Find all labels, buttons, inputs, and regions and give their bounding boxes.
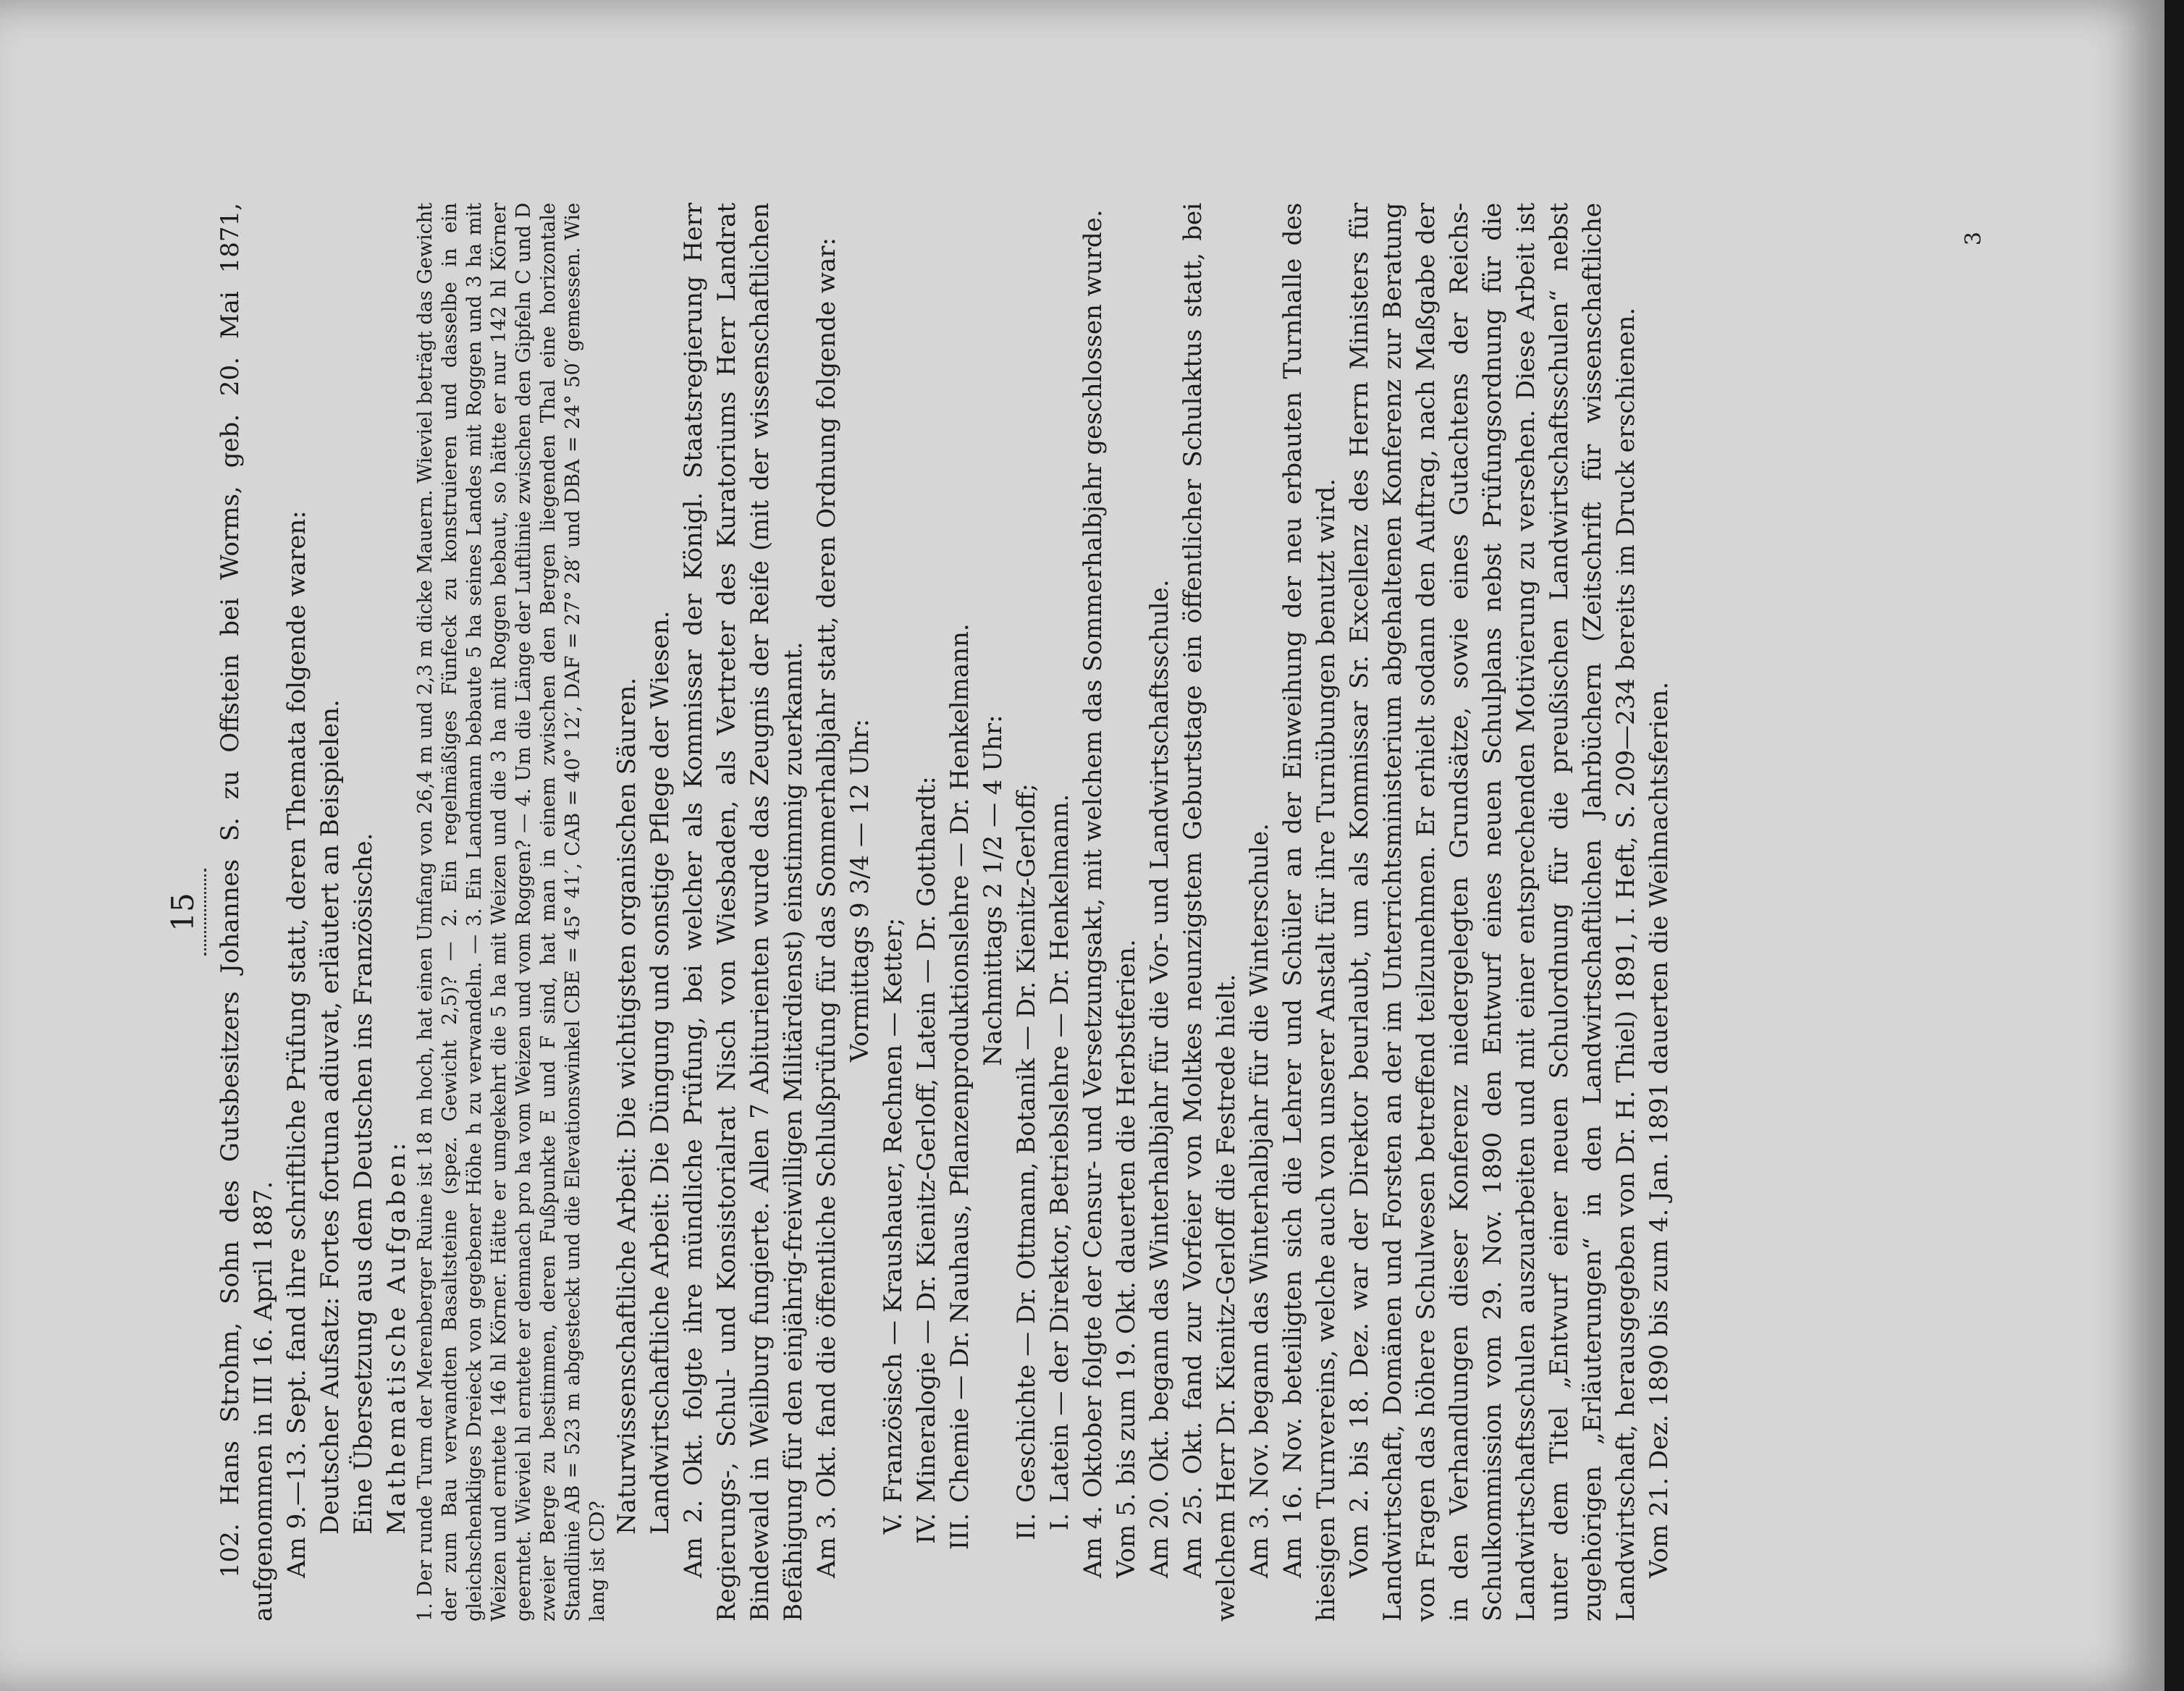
schedule-subjects: Mineralogie — Dr. Kienitz-Gerloff, Latein — Dr. Gotthardt: xyxy=(912,776,941,1503)
paragraph-winter-school: Am 3. Nov. begann das Winterhalbjahr für die Winterschule. xyxy=(1245,823,1274,1578)
schedule-subjects: Chemie — Dr. Nauhaus, Pflanzenproduktionslehre — Dr. Henkelmann. xyxy=(945,623,974,1503)
schedule-row xyxy=(910,203,943,1578)
schedule-row xyxy=(1010,203,1043,1578)
schedule-row xyxy=(877,203,910,1578)
schedule-row xyxy=(943,203,977,1578)
schedule-class: I. xyxy=(1045,1513,1074,1531)
schedule-class: II. xyxy=(1012,1513,1041,1540)
paragraph-science-work: Naturwissenschaftliche Arbeit: Die wichtigsten organischen Säuren. xyxy=(612,677,641,1535)
schedule-subjects: Geschichte — Dr. Ottmann, Botanik — Dr. Kienitz-Gerloff; xyxy=(1012,783,1041,1503)
schedule-subjects: Französisch — Kraushauer, Rechnen — Ketter; xyxy=(879,917,908,1503)
schedule-subjects: Latein — der Direktor, Betriebslehre — Dr. Henkelmann. xyxy=(1045,793,1074,1503)
schedule-morning-heading: Vormittags 9 3/4 — 12 Uhr: xyxy=(846,719,874,1062)
paragraph-christmas-holidays: Vom 21. Dez. 1890 bis zum 4. Jan. 1891 dauerten die Weihnachtsferien. xyxy=(1645,681,1674,1578)
paragraph-german-essay: Deutscher Aufsatz: Fortes fortuna adiuvat, erläutert an Beispielen. xyxy=(316,699,345,1535)
paragraph-math-tasks: 1. Der runde Turm der Merenberger Ruine ist 18 m hoch, hat einen Umfang von 26,4 m und 2,3 m dicke Mauern. Wieviel beträgt das Gewicht der zum Bau verwandten Basaltsteine (spez. Gewicht 2,5)? — 2. Ein regelmäßiges Fünfeck zu konstruieren und dasselbe in ein gleichschenkliges Dreieck von gegebener Höhe h zu verwandeln. — 3. Ein Landmann bebaute 5 ha seines Landes mit Roggen und 3 ha mit Weizen und erntete 146 hl Körner. Hätte er umgekehrt die 5 ha mit Weizen und die 3 ha mit Roggen bebaut, so hätte er nur 142 hl Körner geerntet. Wieviel hl erntete er demnach pro ha vom Weizen und vom Roggen? — 4. Um die Länge der Luftlinie zwischen den Gipfeln C und D zweier Berge zu bestimmen, deren Fußpunkte E und F sind, hat man in einem zwischen den Bergen liegenden Thal eine horizontale Standlinie AB = 523 m abgesteckt und die Elevationswinkel CBE = 45° 41′, CAB = 40° 12′, DAF = 27° 28′ und DBA = 24° 50′ gemessen. Wie lang ist CD? xyxy=(414,203,609,1622)
paragraph-moltke-celebration: Am 25. Okt. fand zur Vorfeier von Moltkes neunzigstem Geburtstage ein öffentlicher Schulaktus statt, bei welchem Herr Dr. Kienitz-Gerloff die Festrede hielt. xyxy=(1179,203,1241,1622)
paragraph-student-entry: 102. Hans Strohm, Sohn des Gutsbesitzers Johannes S. zu Offstein bei Worms, geb. 20. Mai 1871, aufgenommen in III 16. April 1887. xyxy=(216,203,278,1622)
signature-mark: 3 xyxy=(1961,232,1986,246)
page-content xyxy=(166,203,2020,1622)
paragraph-oral-exam: Am 2. Okt. folgte ihre mündliche Prüfung, bei welcher als Kommissar der Königl. Staatsregierung Herr Regierungs-, Schul- und Konsistorialrat Nisch von Wiesbaden, als Vertreter des Kuratoriums Herr Landrat Bindewald in Weilburg fungierte. Allen 7 Abiturienten wurde das Zeugnis der Reife (mit der wissenschaftlichen Befähigung für den einjährig-freiwilligen Militärdienst) einstimmig zuerkannt. xyxy=(679,203,808,1622)
exam-schedule xyxy=(843,203,1076,1578)
page-number: 15 xyxy=(165,893,201,932)
paragraph-gym-inauguration: Am 16. Nov. beteiligten sich die Lehrer und Schüler an der Einweihung der neu erbauten Turnhalle des hiesigen Turnvereins, welche auch von unserer Anstalt für ihre Turnübungen benutzt wird. xyxy=(1278,203,1341,1622)
page-header xyxy=(166,203,206,1622)
header-rule xyxy=(204,869,206,956)
schedule-class: IV. xyxy=(912,1513,941,1544)
paragraph-agriculture-work: Landwirtschaftliche Arbeit: Die Düngung und sonstige Pflege der Wiesen. xyxy=(646,610,675,1535)
paragraph-winter-term: Am 20. Okt. begann das Winterhalbjahr für die Vor- und Landwirtschaftsschule. xyxy=(1145,579,1174,1578)
paragraph-censure: Am 4. Oktober folgte der Censur- und Versetzungsakt, mit welchem das Sommerhalbjahr geschlossen wurde. xyxy=(1079,209,1108,1578)
schedule-class: V. xyxy=(879,1513,908,1535)
paragraph-director-leave: Vom 2. bis 18. Dez. war der Direktor beurlaubt, um als Kommissar Sr. Excellenz des Herrn Ministers für Landwirtschaft, Domänen und Forsten an der im Unterrichtsministerium abgehaltenen Konferenz zur Beratung von Fragen das höhere Schulwesen betreffend teilzunehmen. Er erhielt sodann den Auftrag, nach Maßgabe der in den Verhandlungen dieser Konferenz niedergelegten Grundsätze, sowie eines Gutachtens der Reichs-Schulkommission vom 29. Nov. 1890 den Entwurf eines neuen Schulplans nebst Prüfungsordnung für die Landwirtschaftsschulen auszuarbeiten und mit einer entsprechenden Motivierung zu versehen. Diese Arbeit ist unter dem Titel „Entwurf einer neuen Schulordnung für die preußischen Landwirtschaftsschulen“ nebst zugehörigen „Erläuterungen“ in den Landwirtschaftlichen Jahrbüchern (Zeitschrift für wissenschaftliche Landwirtschaft, herausgegeben von Dr. H. Thiel) 1891, I. Heft, S. 209—234 bereits im Druck erschienen. xyxy=(1345,203,1640,1622)
paragraph-translation: Eine Übersetzung aus dem Deutschen ins Französische. xyxy=(349,832,378,1535)
paragraph-math-heading: Mathematische Aufgaben: xyxy=(382,1139,411,1535)
paragraph-autumn-holidays: Vom 5. bis zum 19. Okt. dauerten die Herbstferien. xyxy=(1112,939,1141,1578)
paragraph-final-exam: Am 3. Okt. fand die öffentliche Schlußprüfung für das Sommerhalbjahr statt, deren Ordnung folgende war: xyxy=(812,237,841,1578)
schedule-class: III. xyxy=(945,1513,974,1551)
schedule-row xyxy=(1043,203,1076,1578)
paragraph-written-exam: Am 9.—13. Sept. fand ihre schriftliche Prüfung statt, deren Themata folgende waren: xyxy=(282,510,311,1578)
schedule-afternoon-heading: Nachmittags 2 1/2 — 4 Uhr: xyxy=(979,714,1008,1066)
